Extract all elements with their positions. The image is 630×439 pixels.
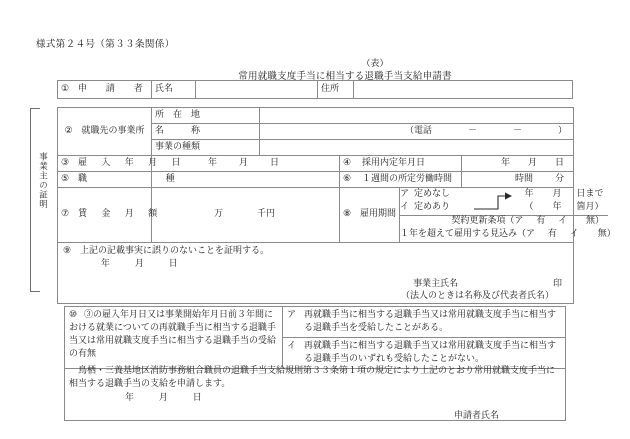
- table-row: [58, 243, 574, 304]
- table-row: [58, 172, 574, 188]
- employment-period-label: 雇用期間: [359, 209, 396, 220]
- employment-period-number: ⑧: [343, 209, 352, 220]
- closing-date-day: 日: [192, 393, 202, 404]
- monthly-wage-label: 賃 金 月 額: [77, 209, 160, 220]
- prior-benefit-option-a-cell[interactable]: [283, 307, 566, 338]
- table-row: [58, 81, 573, 99]
- offer-date-label-cell: [340, 156, 462, 172]
- closing-statement-box: [64, 363, 566, 421]
- hire-date-year: 年: [207, 157, 217, 168]
- table-row: [58, 156, 574, 172]
- offer-date-field[interactable]: [462, 156, 574, 172]
- prior-benefit-table: [64, 306, 566, 369]
- offer-date-year: 年: [500, 157, 510, 168]
- renewal-clause-b-mark[interactable]: イ: [558, 216, 568, 227]
- workplace-name-label: 名 称: [152, 124, 260, 140]
- applicant-signature-label[interactable]: 申請者氏名: [453, 411, 499, 422]
- hire-date-number: ③: [61, 157, 70, 168]
- period-option-a-mark[interactable]: ア: [400, 189, 410, 200]
- closing-date-month: 月: [158, 393, 168, 404]
- prior-benefit-option-a-text: 再就職手当に相当する退職手当又は常用就職支度手当に相当する退職手当を受給したことがある。: [304, 310, 557, 334]
- period-end-day-until: 日まで: [576, 189, 604, 200]
- table-row: [400, 215, 608, 229]
- seal-icon: 印: [553, 278, 563, 289]
- offer-date-label: 採用内定年月日: [361, 157, 425, 168]
- workplace-industry-label: 事業の種類: [152, 140, 260, 156]
- offer-date-month: 月: [527, 157, 537, 168]
- workplace-label: 就職先の事業所: [81, 125, 145, 136]
- job-type-label: 職 種: [77, 173, 184, 184]
- period-arrow-cell: [472, 189, 516, 216]
- applicant-label-cell: [58, 81, 152, 99]
- job-type-label-cell: [58, 172, 184, 188]
- over-one-year-yes[interactable]: 有: [547, 229, 557, 240]
- weekly-minutes-unit: 分: [555, 173, 565, 184]
- monthly-wage-label-cell: [58, 188, 160, 243]
- hire-date-day: 日: [270, 157, 280, 168]
- employment-period-inner-table: [400, 189, 616, 242]
- applicant-name-field[interactable]: [196, 81, 318, 99]
- certification-date-day: 日: [168, 259, 178, 270]
- weekly-hours-label: １週間の所定労働時間: [361, 173, 452, 184]
- prior-benefit-option-a-mark[interactable]: ア: [287, 310, 297, 320]
- monthly-wage-sen-unit: 千円: [257, 209, 276, 220]
- over-one-year-no[interactable]: 無）: [597, 229, 616, 240]
- renewal-clause-no[interactable]: 無）: [586, 216, 605, 227]
- certification-statement-line: [61, 246, 570, 257]
- period-duration-year: 年: [552, 202, 562, 213]
- weekly-hours-field[interactable]: [462, 172, 574, 188]
- workplace-industry-field[interactable]: [260, 140, 574, 156]
- offer-date-number: ④: [343, 157, 352, 168]
- certification-date[interactable]: [61, 259, 570, 270]
- prior-benefit-question-cell: [65, 307, 283, 369]
- monthly-wage-number: ⑦: [61, 209, 70, 220]
- period-duration-paren: （: [524, 202, 534, 213]
- prior-benefit-option-b-text: 再就職手当に相当する退職手当又は常用就職支度手当に相当する退職手当のいずれも受給したことがない。: [304, 341, 557, 365]
- closing-statement: 鳥栖・三養基地区消防事務組合職員の退職手当支給規則第３３条第１項の規定により上記のとおり常用就職支度手当に相当する退職手当の支給を申請します。: [69, 366, 556, 390]
- offer-date-day: 日: [555, 157, 565, 168]
- employer-signature-line[interactable]: [61, 279, 570, 290]
- over-one-year-b-mark[interactable]: イ: [569, 229, 579, 240]
- period-option-a-label[interactable]: 定めなし: [414, 189, 451, 200]
- weekly-hours-unit: 時間: [514, 173, 533, 184]
- certification-date-year: 年: [101, 259, 111, 270]
- employment-period-detail-cell: [400, 188, 616, 243]
- job-type-number: ⑤: [61, 173, 70, 184]
- renewal-clause-row[interactable]: [400, 215, 608, 229]
- renewal-clause-yes[interactable]: 有: [536, 216, 546, 227]
- employment-period-label-cell: [340, 188, 400, 243]
- table-row: [400, 229, 608, 242]
- monthly-wage-field[interactable]: [152, 188, 340, 243]
- applicant-label: 申 請 者: [77, 83, 148, 94]
- employer-certification-side-label: [30, 108, 56, 290]
- omote-marker-text: （表）: [361, 59, 389, 69]
- employer-signature-label: 事業主氏名: [413, 278, 459, 289]
- weekly-hours-number: ⑥: [343, 173, 352, 184]
- table-row: [58, 108, 574, 124]
- prior-benefit-number: ⑩: [69, 310, 78, 320]
- renewal-clause-label: 契約更新条項（ア: [451, 216, 524, 227]
- certification-statement: 上記の記載事実に誤りのないことを証明する。: [79, 246, 269, 256]
- period-duration-month: 箇月）: [576, 202, 604, 213]
- employer-certification-table: [57, 107, 616, 304]
- applicant-name-label: 氏名: [152, 81, 196, 99]
- workplace-phone-label: （電話 － － ）: [405, 125, 568, 136]
- workplace-location-field[interactable]: [260, 108, 574, 124]
- over-one-year-row[interactable]: [400, 229, 616, 242]
- workplace-label-cell: [58, 108, 152, 156]
- workplace-number: ②: [64, 125, 73, 136]
- employer-signature-note: （法人のときは名称及び代表者氏名）: [401, 290, 555, 301]
- table-row: [65, 307, 566, 338]
- period-end-month: 月: [552, 189, 562, 200]
- hire-date-label-cell: [58, 156, 184, 172]
- applicant-address-label: 住所: [318, 81, 354, 99]
- form-number: 様式第２４号（第３３条関係）: [36, 39, 175, 50]
- hire-date-month: 月: [239, 157, 249, 168]
- monthly-wage-man-unit: 万: [213, 209, 223, 220]
- prior-benefit-question: ③の雇入年月日又は事業開始年月日前３年間における就業についての再就職手当に相当する退職手当又は常用就職支度手当に相当する退職手当の受給の有無: [69, 310, 277, 360]
- applicant-table: [57, 80, 573, 99]
- closing-date-year: 年: [125, 393, 135, 404]
- closing-date[interactable]: [69, 392, 561, 405]
- period-option-b-label[interactable]: 定めあり: [414, 202, 451, 213]
- certification-number: ⑨: [63, 246, 72, 256]
- weekly-hours-label-cell: [340, 172, 462, 188]
- over-one-year-label: １年を超えて雇用する見込み（ア: [400, 229, 536, 240]
- document-title-text: 常用就職支度手当に相当する退職手当支給申請書: [238, 71, 452, 82]
- side-label-text: 事業主の証明: [37, 152, 48, 210]
- prior-benefit-option-b-mark[interactable]: イ: [287, 341, 297, 352]
- applicant-number: ①: [61, 83, 70, 94]
- workplace-location-label: 所 在 地: [152, 108, 260, 124]
- hire-date-label: 雇 入 年 月 日: [77, 157, 184, 168]
- certification-date-month: 月: [134, 259, 144, 270]
- period-end-year: 年: [524, 189, 534, 200]
- table-row: [400, 189, 608, 202]
- arrow-icon: [472, 189, 516, 215]
- workplace-name-field[interactable]: [260, 124, 574, 140]
- applicant-address-field[interactable]: [354, 81, 573, 99]
- certification-cell: [58, 243, 574, 304]
- table-row: [58, 188, 574, 243]
- period-option-b-mark[interactable]: イ: [400, 202, 410, 213]
